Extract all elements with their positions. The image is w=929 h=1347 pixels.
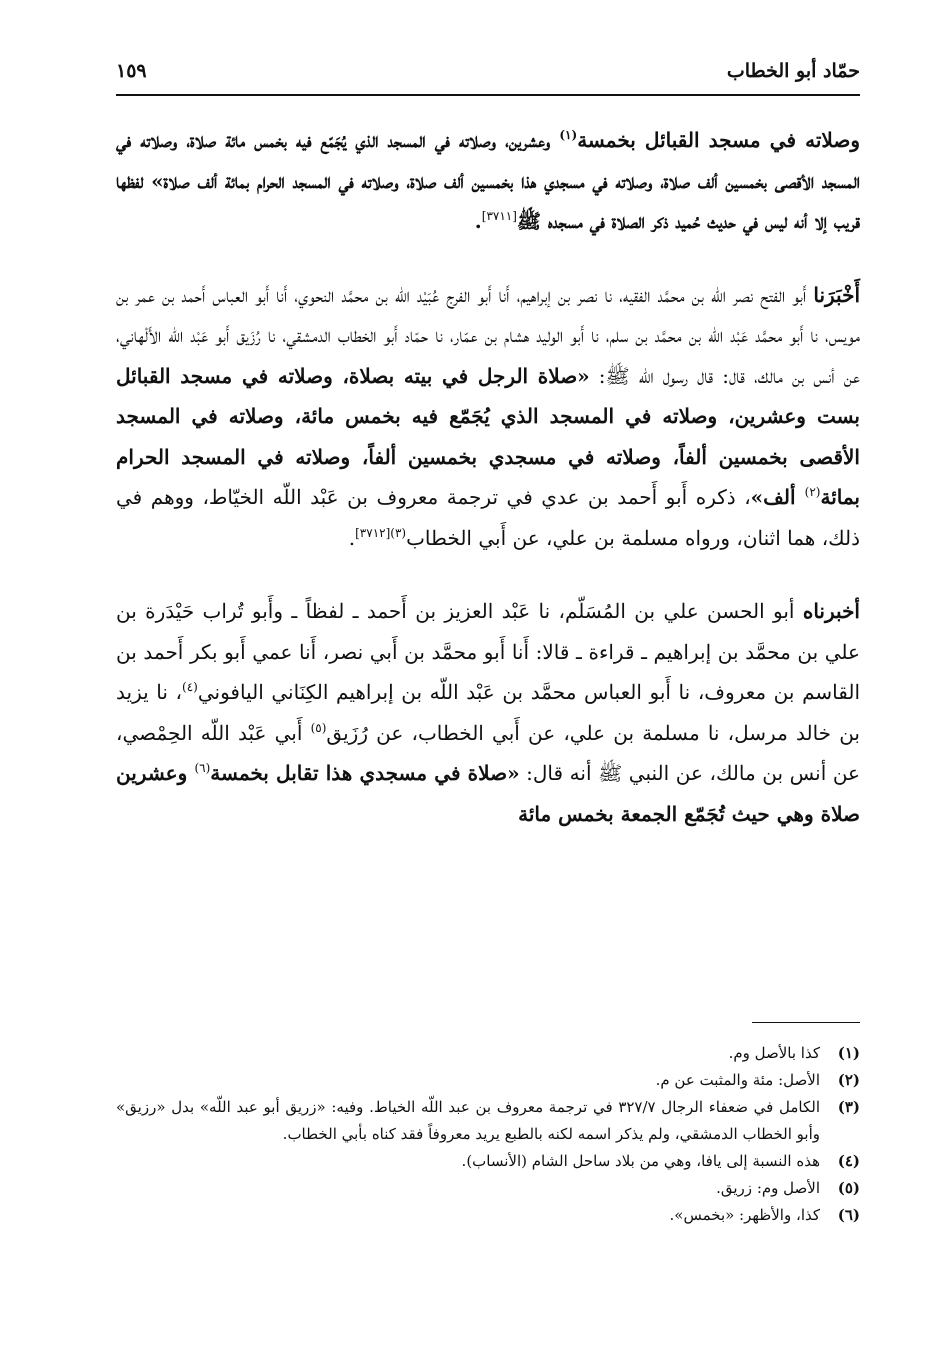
paragraph-end: . [348,525,356,550]
running-title: حمّاد أبو الخطاب [726,60,860,82]
paragraph-3 [116,591,860,834]
footnote [116,1202,860,1229]
isnad-lead-word: أخبرناه [802,599,860,623]
footnote-separator [752,1022,860,1023]
footnote-text: هذه النسبة إلى يافا، وهي من بلاد ساحل الشام (الأنساب). [461,1152,820,1170]
footnote-ref: (٦) [194,761,211,775]
page-number: ١٥٩ [116,60,147,82]
main-text [116,120,860,834]
hadith-number: (٣)[٣٧١٢] [355,525,407,540]
footnote-text: الكامل في ضعفاء الرجال ٣٢٧/٧ في ترجمة معروف بن عبد اللّه الخياط. وفيه: «زريق أبو عبد اللّه» بدل «رزيق» وأبو الخطاب الدمشقي، ولم يذكر اسمه لكنه بالطبع يريد معروفاً فقد كناه بأبي الخطاب. [116,1098,820,1143]
hadith-quote-end: وعشرين صلاة وهي حيث تُجَمّع الجمعة بخمس مائة [116,761,860,826]
hadith-number: [٣٧١١] [481,209,517,223]
footnote-ref: (٤) [182,680,198,694]
footnote [116,1148,860,1175]
hadith-quote-end: ألف» [750,485,805,509]
paragraph-text: ، نا يزيد بن خالد مرسل، نا مسلمة بن علي، عن أَبي الخطاب، عن رُزَيق [116,680,860,745]
footnote-ref: (١) [559,128,578,142]
footnote [116,1040,860,1067]
footnote-number: (٤) [837,1152,860,1170]
paragraph-text: ، ذكره أَبو أَحمد بن عدي في ترجمة معروف بن عَبْد اللّه الخيّاط، ووهم في ذلك، هما اثنان، ورواه مسلمة بن علي، عن أَبي الخطاب [116,485,860,550]
header-rule [116,94,860,96]
footnote-number: (٦) [837,1206,860,1224]
footnote-ref: (٢) [804,485,821,499]
hadith-quote: «صلاة الرجل في بيته بصلاة، وصلاته في مسجد القبائل بست وعشرين، وصلاته في المسجد الذي يُجَمّع فيه بخمس مائة، وصلاته في المسجد الأقصى بخمسين ألفاً، وصلاته في مسجدي بخمسين ألفاً، وصلاته في المسجد الحرام بمائة [116,363,860,509]
paragraph-end: . [474,209,482,233]
footnote-number: (٣) [837,1098,860,1116]
footnote-number: (١) [837,1044,860,1062]
running-header [116,56,860,88]
paragraph-text: وعشرين، وصلاته في المسجد الذي يُجَمّع فيه بخمس مائة صلاة، وصلاته في المسجد الأقصى بخمسين ألف صلاة، وصلاته في مسجدي هذا بخمسين ألف صلاة، وصلاته في المسجد الحرام بمائة ألف صلاة» لفظها قريب إلا أنه ليس في حديث حُميد ذكر الصلاة في مسجده ﷺ [116,128,860,233]
paragraph-text: وصلاته في مسجد القبائل بخمسة [577,128,860,152]
footnote [116,1175,860,1202]
paragraph-text: أَبو الفتح نصر اللّه بن محمَّد الفقيه، نا نصر بن إبراهيم، أَنا أَبو الفرج عُبَيْد اللّه بن محمَّد النحوي، أَنا أَبو العباس أَحمد بن عمر بن مويس، نا أَبو محمَّد عَبْد اللّه بن محمَّد بن سلم، نا أَبو الوليد هشام بن عمّار، نا حمّاد أَبو الخطاب الدمشقي، نا رُزَيق أَبو عَبْد اللّه الأَلْهاني، عن أنس بن مالك، قال: قال رسول الله ﷺ: [116,282,861,388]
footnote-number: (٥) [837,1179,860,1197]
footnote-number: (٢) [837,1071,860,1089]
hadith-quote: «صلاة في مسجدي هذا تقابل بخمسة [210,761,520,785]
footnote [116,1067,860,1094]
isnad-lead-word: أَخْبَرَنا [813,282,860,307]
footnote-text: كذا، والأظهر: «بخمس». [669,1206,820,1224]
footnote-ref: (٥) [310,720,327,735]
footnote-text: كذا بالأصل وم. [728,1044,820,1062]
paragraph-text: أبو الحسن علي بن المُسَلّم، نا عَبْد العزيز بن أَحمد ـ لفظاً ـ وأَبو تُراب حَيْدَرة بن علي بن محمَّد بن إبراهيم ـ قراءة ـ قالا: أَنا أَبو محمَّد بن أَبي نصر، أَنا عمي أَبو بكر أَحمد بن القاسم بن معروف، نا أَبو العباس محمَّد بن عَبْد اللّه بن إبراهيم الكِنَاني اليافوني [116,599,861,704]
paragraph-1 [116,120,860,242]
footnote-text: الأصل وم: زريق. [716,1179,820,1197]
paragraph-text: أَبي عَبْد اللّه الحِمْصي، عن أنس بن مالك، عن النبي ﷺ أنه قال: [116,720,860,785]
footnote-text: الأصل: مئة والمثبت عن م. [655,1071,820,1089]
footnote [116,1094,860,1148]
paragraph-2 [116,275,860,559]
footnotes [116,1040,860,1229]
